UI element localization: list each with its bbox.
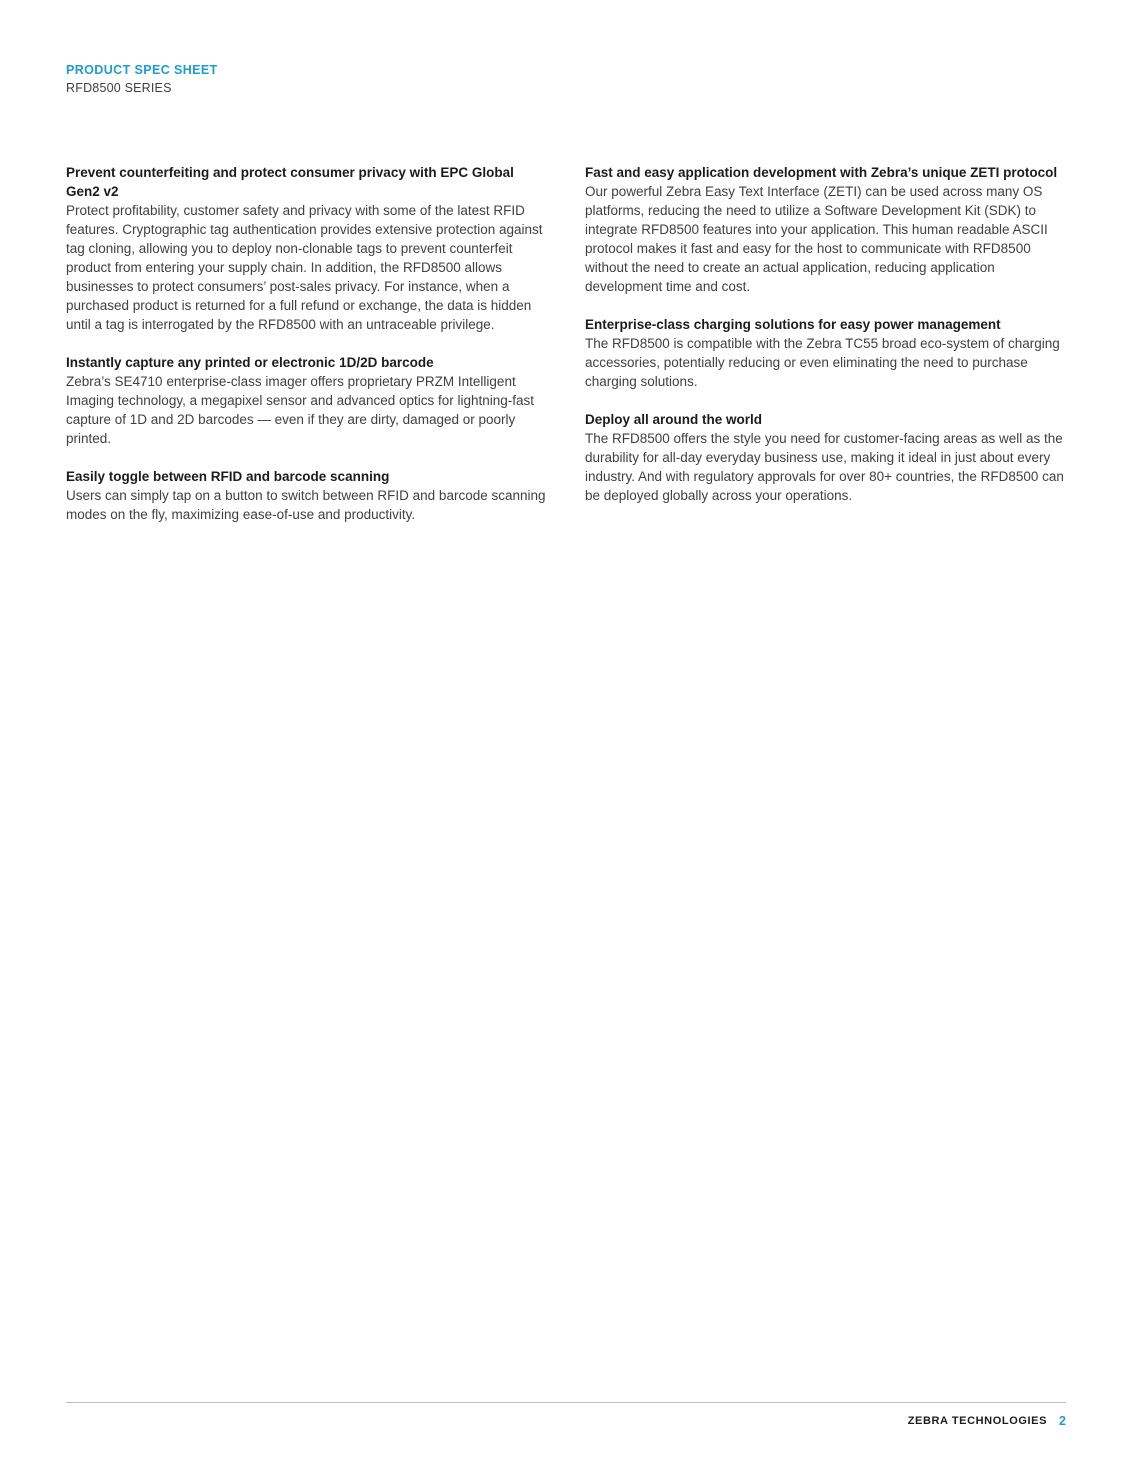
content-columns: [66, 163, 1066, 543]
right-column: [585, 163, 1066, 543]
feature-section-barcode-capture: [66, 353, 547, 448]
feature-heading: Deploy all around the world: [585, 412, 763, 427]
feature-body: Our powerful Zebra Easy Text Interface (ZETI) can be used across many OS platforms, reducing the need to utilize a Software Development Kit (SDK) to integrate RFD8500 features into your application. This human readable ASCII protocol makes it fast and easy for the host to communicate with RFD8500 without the need to create an actual application, reducing application development time and cost.: [585, 184, 1048, 294]
feature-heading: Easily toggle between RFID and barcode scanning: [66, 469, 390, 484]
document-eyebrow: PRODUCT SPEC SHEET: [66, 63, 218, 77]
feature-body: The RFD8500 offers the style you need for customer-facing areas as well as the durability for all-day everyday business use, making it ideal in just about every industry. And with regulatory approvals for over 80+ countries, the RFD8500 can be deployed globally across your operations.: [585, 431, 1064, 503]
feature-heading: Enterprise-class charging solutions for easy power management: [585, 317, 1001, 332]
footer-page-number: 2: [1059, 1413, 1066, 1428]
feature-section-counterfeiting: [66, 163, 547, 334]
page-footer: [66, 1402, 1066, 1430]
document-subtitle: RFD8500 SERIES: [66, 81, 172, 95]
feature-section-charging-solutions: [585, 315, 1066, 391]
feature-heading: Instantly capture any printed or electronic 1D/2D barcode: [66, 355, 434, 370]
feature-body: Users can simply tap on a button to switch between RFID and barcode scanning modes on the fly, maximizing ease-of-use and productivity.: [66, 488, 546, 522]
feature-section-toggle-scanning: [66, 467, 547, 524]
footer-company-name: ZEBRA TECHNOLOGIES: [907, 1414, 1048, 1427]
feature-body: Zebra’s SE4710 enterprise-class imager offers proprietary PRZM Intelligent Imaging technology, a megapixel sensor and advanced optics for lightning-fast capture of 1D and 2D barcodes — even if they are dirty, damaged or poorly printed.: [66, 374, 535, 446]
feature-section-zeti-protocol: [585, 163, 1066, 296]
document-header: [66, 63, 218, 96]
feature-heading: Prevent counterfeiting and protect consumer privacy with EPC Global Gen2 v2: [66, 165, 514, 199]
feature-body: Protect profitability, customer safety and privacy with some of the latest RFID features. Cryptographic tag authentication provides extensive protection against tag cloning, allowing you to deploy non-clonable tags to prevent counterfeit product from entering your supply chain. In addition, the RFD8500 allows businesses to protect consumers’ post-sales privacy. For instance, when a purchased product is returned for a full refund or exchange, the data is hidden until a tag is interrogated by the RFD8500 with an untraceable privilege.: [66, 203, 543, 332]
feature-heading: Fast and easy application development with Zebra’s unique ZETI protocol: [585, 165, 1058, 180]
feature-section-deploy-worldwide: [585, 410, 1066, 505]
feature-body: The RFD8500 is compatible with the Zebra TC55 broad eco-system of charging accessories, potentially reducing or even eliminating the need to purchase charging solutions.: [585, 336, 1060, 389]
left-column: [66, 163, 547, 543]
